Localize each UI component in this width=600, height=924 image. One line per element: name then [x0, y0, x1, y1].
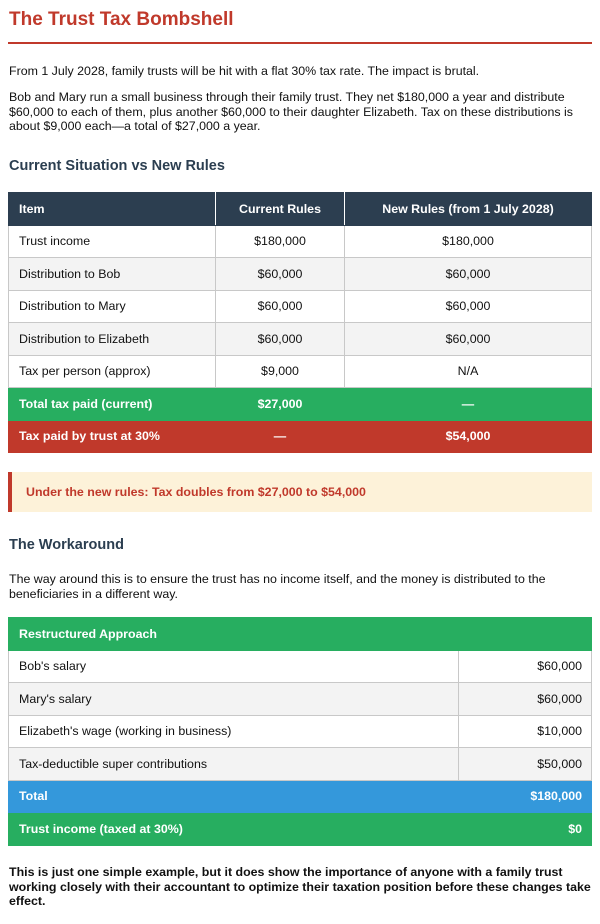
new-value: N/A — [345, 355, 592, 388]
current-value: $60,000 — [216, 290, 345, 323]
current-value: $60,000 — [216, 323, 345, 356]
table-row — [9, 355, 592, 388]
row-value: $50,000 — [459, 748, 592, 781]
row-label: Tax per person (approx) — [9, 355, 216, 388]
new-value: $180,000 — [345, 225, 592, 258]
table-row — [9, 258, 592, 291]
table-row — [9, 290, 592, 323]
current-value: $60,000 — [216, 258, 345, 291]
comparison-heading: Current Situation vs New Rules — [9, 158, 225, 174]
row-label: Elizabeth's wage (working in business) — [9, 715, 459, 748]
row-label: Distribution to Bob — [9, 258, 216, 291]
new-value: $60,000 — [345, 323, 592, 356]
row-label: Distribution to Elizabeth — [9, 323, 216, 356]
new-value: $60,000 — [345, 258, 592, 291]
trust-tax-row — [9, 420, 592, 453]
comparison-header-row — [9, 193, 592, 226]
current-value: — — [216, 420, 345, 453]
row-value: $60,000 — [459, 683, 592, 716]
row-label: Tax-deductible super contributions — [9, 748, 459, 781]
header-new-rules: New Rules (from 1 July 2028) — [345, 193, 592, 226]
row-value: $180,000 — [459, 780, 592, 813]
current-value: $180,000 — [216, 225, 345, 258]
page-title: The Trust Tax Bombshell — [9, 9, 234, 30]
callout-text: Under the new rules: Tax doubles from $27,000 to $54,000 — [26, 485, 366, 499]
title-divider — [8, 42, 592, 44]
closing-paragraph: This is just one simple example, but it does show the importance of anyone with a family trust working closely with their accountant to optimize their taxation position before these changes take effect. — [9, 865, 591, 908]
restructured-table — [8, 617, 592, 846]
row-label: Total — [9, 780, 459, 813]
row-label: Tax paid by trust at 30% — [9, 420, 216, 453]
row-label: Trust income — [9, 225, 216, 258]
intro-paragraph: From 1 July 2028, family trusts will be hit with a flat 30% tax rate. The impact is brutal. — [9, 64, 480, 78]
new-value: $54,000 — [345, 420, 592, 453]
workaround-paragraph: The way around this is to ensure the trust has no income itself, and the money is distributed to the beneficiaries in a different way. — [9, 572, 546, 601]
row-value: $0 — [459, 813, 592, 846]
table-row — [9, 748, 592, 781]
row-label: Trust income (taxed at 30%) — [9, 813, 459, 846]
row-label: Total tax paid (current) — [9, 388, 216, 421]
table-row — [9, 683, 592, 716]
table-row — [9, 225, 592, 258]
row-label: Mary's salary — [9, 683, 459, 716]
new-value: $60,000 — [345, 290, 592, 323]
row-label: Bob's salary — [9, 650, 459, 683]
total-current-row — [9, 388, 592, 421]
callout-box — [8, 472, 592, 512]
new-value: — — [345, 388, 592, 421]
trust-income-row — [9, 813, 592, 846]
current-value: $27,000 — [216, 388, 345, 421]
row-value: $10,000 — [459, 715, 592, 748]
row-label: Distribution to Mary — [9, 290, 216, 323]
total-row — [9, 780, 592, 813]
current-value: $9,000 — [216, 355, 345, 388]
example-paragraph: Bob and Mary run a small business through their family trust. They net $180,000 a year and distribute $60,000 to each of them, plus another $60,000 to their daughter Elizabeth. Tax on these distributions is about $9,000 each—a total of $27,000 a year. — [9, 90, 573, 133]
table-row — [9, 650, 592, 683]
header-item: Item — [9, 193, 216, 226]
restructured-header: Restructured Approach — [9, 618, 592, 651]
table-row — [9, 323, 592, 356]
row-value: $60,000 — [459, 650, 592, 683]
header-current-rules: Current Rules — [216, 193, 345, 226]
table-row — [9, 715, 592, 748]
comparison-table — [8, 192, 592, 453]
restructured-header-row — [9, 618, 592, 651]
workaround-heading: The Workaround — [9, 537, 124, 553]
